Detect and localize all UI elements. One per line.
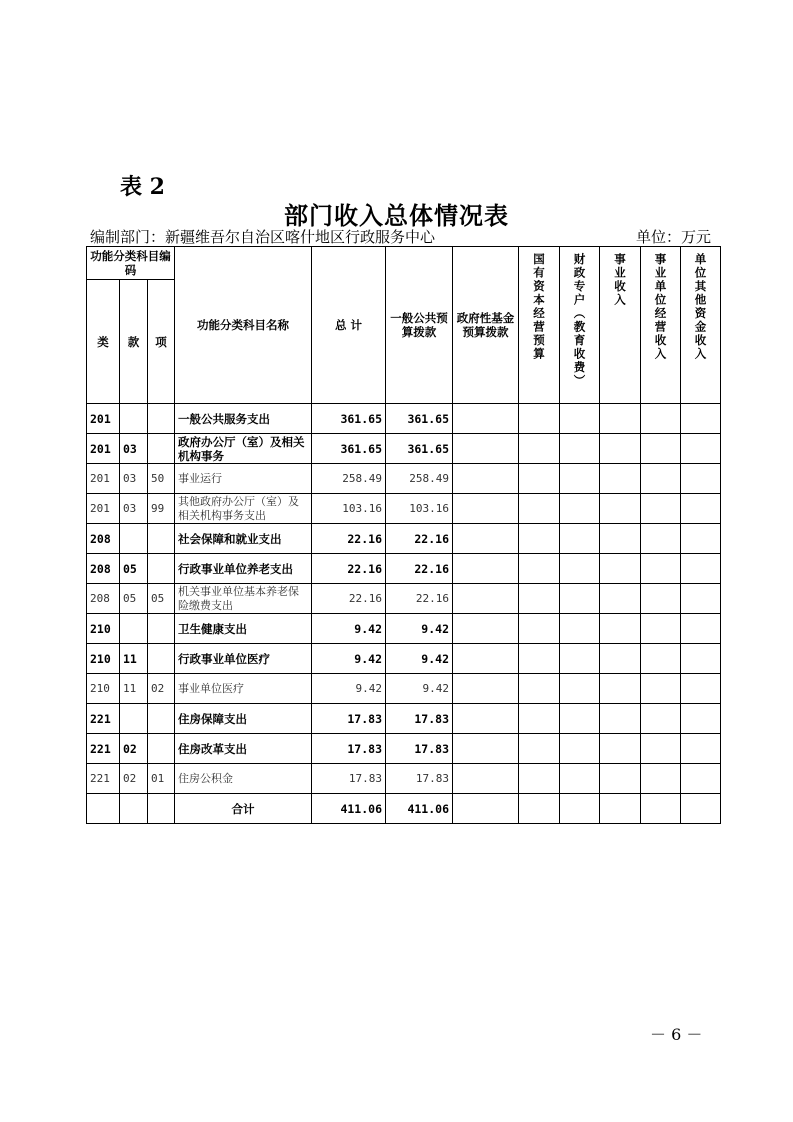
empty-cell [641,524,681,554]
empty-cell [681,584,721,614]
empty-cell [560,464,600,494]
empty-cell [519,734,560,764]
header-code-group: 功能分类科目编码 [87,247,175,280]
empty-cell [641,464,681,494]
header-operating-income-cell [641,247,681,404]
general-budget-value: 361.65 [386,434,453,464]
empty-cell [519,554,560,584]
code-kuan: 02 [120,764,148,794]
unit-label: 单位：万元 [635,228,711,246]
empty-cell [641,584,681,614]
table-row [87,494,721,524]
code-xiang [148,704,175,734]
empty-cell [519,494,560,524]
empty-cell [681,494,721,524]
general-budget-value: 17.83 [386,764,453,794]
total-value: 17.83 [312,764,386,794]
empty-cell [519,464,560,494]
code-xiang [148,554,175,584]
empty-cell [453,614,519,644]
general-budget-value: 22.16 [386,584,453,614]
empty-cell [519,404,560,434]
empty-cell [681,614,721,644]
general-budget-value: 9.42 [386,614,453,644]
item-name: 一般公共服务支出 [175,404,312,434]
table-row [87,614,721,644]
general-budget-value: 17.83 [386,704,453,734]
code-xiang: 99 [148,494,175,524]
empty-cell [641,494,681,524]
empty-cell [560,764,600,794]
empty-cell [453,644,519,674]
total-value: 103.16 [312,494,386,524]
empty-cell [560,734,600,764]
empty-cell [453,494,519,524]
empty-cell [600,464,641,494]
header-fiscal-special: 财政专户（教育收费） [572,253,587,388]
header-business-income: 事业收入 [613,253,627,307]
code-lei: 208 [87,554,120,584]
code-kuan: 02 [120,734,148,764]
code-xiang [148,404,175,434]
header-lei: 类 [87,280,120,404]
empty-cell [681,734,721,764]
empty-cell [453,584,519,614]
empty-cell [560,674,600,704]
empty-cell [560,494,600,524]
code-lei: 201 [87,494,120,524]
code-kuan: 03 [120,464,148,494]
item-name: 政府办公厅（室）及相关机构事务 [175,434,312,464]
empty-cell [600,674,641,704]
empty-cell [681,704,721,734]
total-value: 411.06 [312,794,386,824]
item-name: 事业单位医疗 [175,674,312,704]
empty-cell [641,704,681,734]
code-lei: 201 [87,464,120,494]
table-row [87,554,721,584]
total-value: 361.65 [312,434,386,464]
item-name: 机关事业单位基本养老保险缴费支出 [175,584,312,614]
empty-cell [519,614,560,644]
empty-cell [560,644,600,674]
total-row [87,794,721,824]
empty-cell [600,434,641,464]
empty-cell [560,584,600,614]
code-xiang: 01 [148,764,175,794]
total-value: 9.42 [312,644,386,674]
code-xiang [148,434,175,464]
header-state-capital-cell [519,247,560,404]
code-lei: 221 [87,764,120,794]
code-lei: 208 [87,584,120,614]
empty-cell [641,764,681,794]
header-xiang: 项 [148,280,175,404]
table-row [87,674,721,704]
general-budget-value: 361.65 [386,404,453,434]
empty-cell [560,554,600,584]
table-row [87,764,721,794]
empty-cell [453,764,519,794]
table-row [87,734,721,764]
empty-cell [681,524,721,554]
header-business-income-cell [600,247,641,404]
code-kuan: 05 [120,554,148,584]
code-lei: 221 [87,734,120,764]
empty-cell [519,764,560,794]
empty-cell [453,524,519,554]
empty-cell [519,524,560,554]
empty-cell [453,434,519,464]
table-row [87,704,721,734]
code-kuan: 11 [120,674,148,704]
general-budget-value: 22.16 [386,524,453,554]
general-budget-value: 258.49 [386,464,453,494]
empty-cell [681,554,721,584]
general-budget-value: 9.42 [386,644,453,674]
department-label: 编制部门：新疆维吾尔自治区喀什地区行政服务中心 [90,228,436,246]
item-name: 行政事业单位养老支出 [175,554,312,584]
item-name: 卫生健康支出 [175,614,312,644]
empty-cell [600,644,641,674]
header-total: 总 计 [312,247,386,404]
header-kuan: 款 [120,280,148,404]
item-name: 住房改革支出 [175,734,312,764]
page-title: 部门收入总体情况表 [284,201,509,230]
code-xiang: 05 [148,584,175,614]
empty-cell [600,704,641,734]
empty-cell [560,404,600,434]
empty-cell [453,704,519,734]
empty-cell [641,404,681,434]
income-table [86,246,721,824]
table-row [87,434,721,464]
empty-cell [600,734,641,764]
item-name: 其他政府办公厅（室）及相关机构事务支出 [175,494,312,524]
item-name: 行政事业单位医疗 [175,644,312,674]
total-value: 22.16 [312,584,386,614]
code-kuan: 05 [120,584,148,614]
code-lei: 208 [87,524,120,554]
empty-cell [453,554,519,584]
empty-cell [641,674,681,704]
empty-cell [681,644,721,674]
empty-cell [600,584,641,614]
code-xiang: 50 [148,464,175,494]
empty-cell [519,644,560,674]
header-name: 功能分类科目名称 [175,247,312,404]
empty-cell [453,464,519,494]
empty-cell [681,434,721,464]
header-general-budget: 一般公共预算拨款 [386,247,453,404]
header-operating-income: 事业单位经营收入 [653,253,668,361]
code-lei: 210 [87,644,120,674]
table-row [87,404,721,434]
header-state-capital: 国有资本经营预算 [532,253,546,361]
code-xiang [148,524,175,554]
empty-cell [600,494,641,524]
total-value: 9.42 [312,674,386,704]
empty-cell [453,734,519,764]
code-kuan: 11 [120,644,148,674]
empty-cell [641,734,681,764]
general-budget-value: 22.16 [386,554,453,584]
table-row [87,524,721,554]
code-kuan: 03 [120,494,148,524]
item-name: 社会保障和就业支出 [175,524,312,554]
code-kuan [120,614,148,644]
total-value: 17.83 [312,704,386,734]
general-budget-value: 9.42 [386,674,453,704]
table-row [87,464,721,494]
total-general-value: 411.06 [386,794,453,824]
empty-cell [600,554,641,584]
total-value: 361.65 [312,404,386,434]
page-number: － 6 － [650,1025,703,1044]
code-xiang [148,614,175,644]
empty-cell [453,404,519,434]
code-lei: 201 [87,404,120,434]
code-lei: 201 [87,434,120,464]
code-xiang [148,734,175,764]
empty-cell [560,704,600,734]
empty-cell [600,764,641,794]
item-name: 住房公积金 [175,764,312,794]
code-lei: 221 [87,704,120,734]
empty-cell [453,674,519,704]
code-lei: 210 [87,614,120,644]
empty-cell [519,674,560,704]
empty-cell [641,614,681,644]
empty-cell [641,644,681,674]
empty-cell [560,614,600,644]
code-kuan [120,524,148,554]
header-other-income-cell [681,247,721,404]
empty-cell [519,434,560,464]
empty-cell [519,584,560,614]
code-kuan [120,704,148,734]
empty-cell [681,764,721,794]
empty-cell [681,464,721,494]
header-other-income: 单位其他资金收入 [693,253,708,361]
code-xiang: 02 [148,674,175,704]
total-value: 258.49 [312,464,386,494]
item-name: 住房保障支出 [175,704,312,734]
empty-cell [519,704,560,734]
header-gov-fund: 政府性基金预算拨款 [453,247,519,404]
empty-cell [681,674,721,704]
table-row [87,584,721,614]
total-value: 22.16 [312,524,386,554]
code-kuan [120,404,148,434]
code-lei: 210 [87,674,120,704]
general-budget-value: 17.83 [386,734,453,764]
table-label: 表 2 [120,174,165,200]
total-label: 合计 [175,794,312,824]
total-value: 17.83 [312,734,386,764]
empty-cell [600,404,641,434]
table-row [87,644,721,674]
general-budget-value: 103.16 [386,494,453,524]
code-xiang [148,644,175,674]
code-kuan: 03 [120,434,148,464]
empty-cell [560,524,600,554]
empty-cell [641,434,681,464]
empty-cell [600,524,641,554]
empty-cell [681,404,721,434]
header-fiscal-special-cell [560,247,600,404]
empty-cell [641,554,681,584]
empty-cell [560,434,600,464]
empty-cell [600,614,641,644]
table-body [87,404,721,794]
total-value: 22.16 [312,554,386,584]
item-name: 事业运行 [175,464,312,494]
total-value: 9.42 [312,614,386,644]
